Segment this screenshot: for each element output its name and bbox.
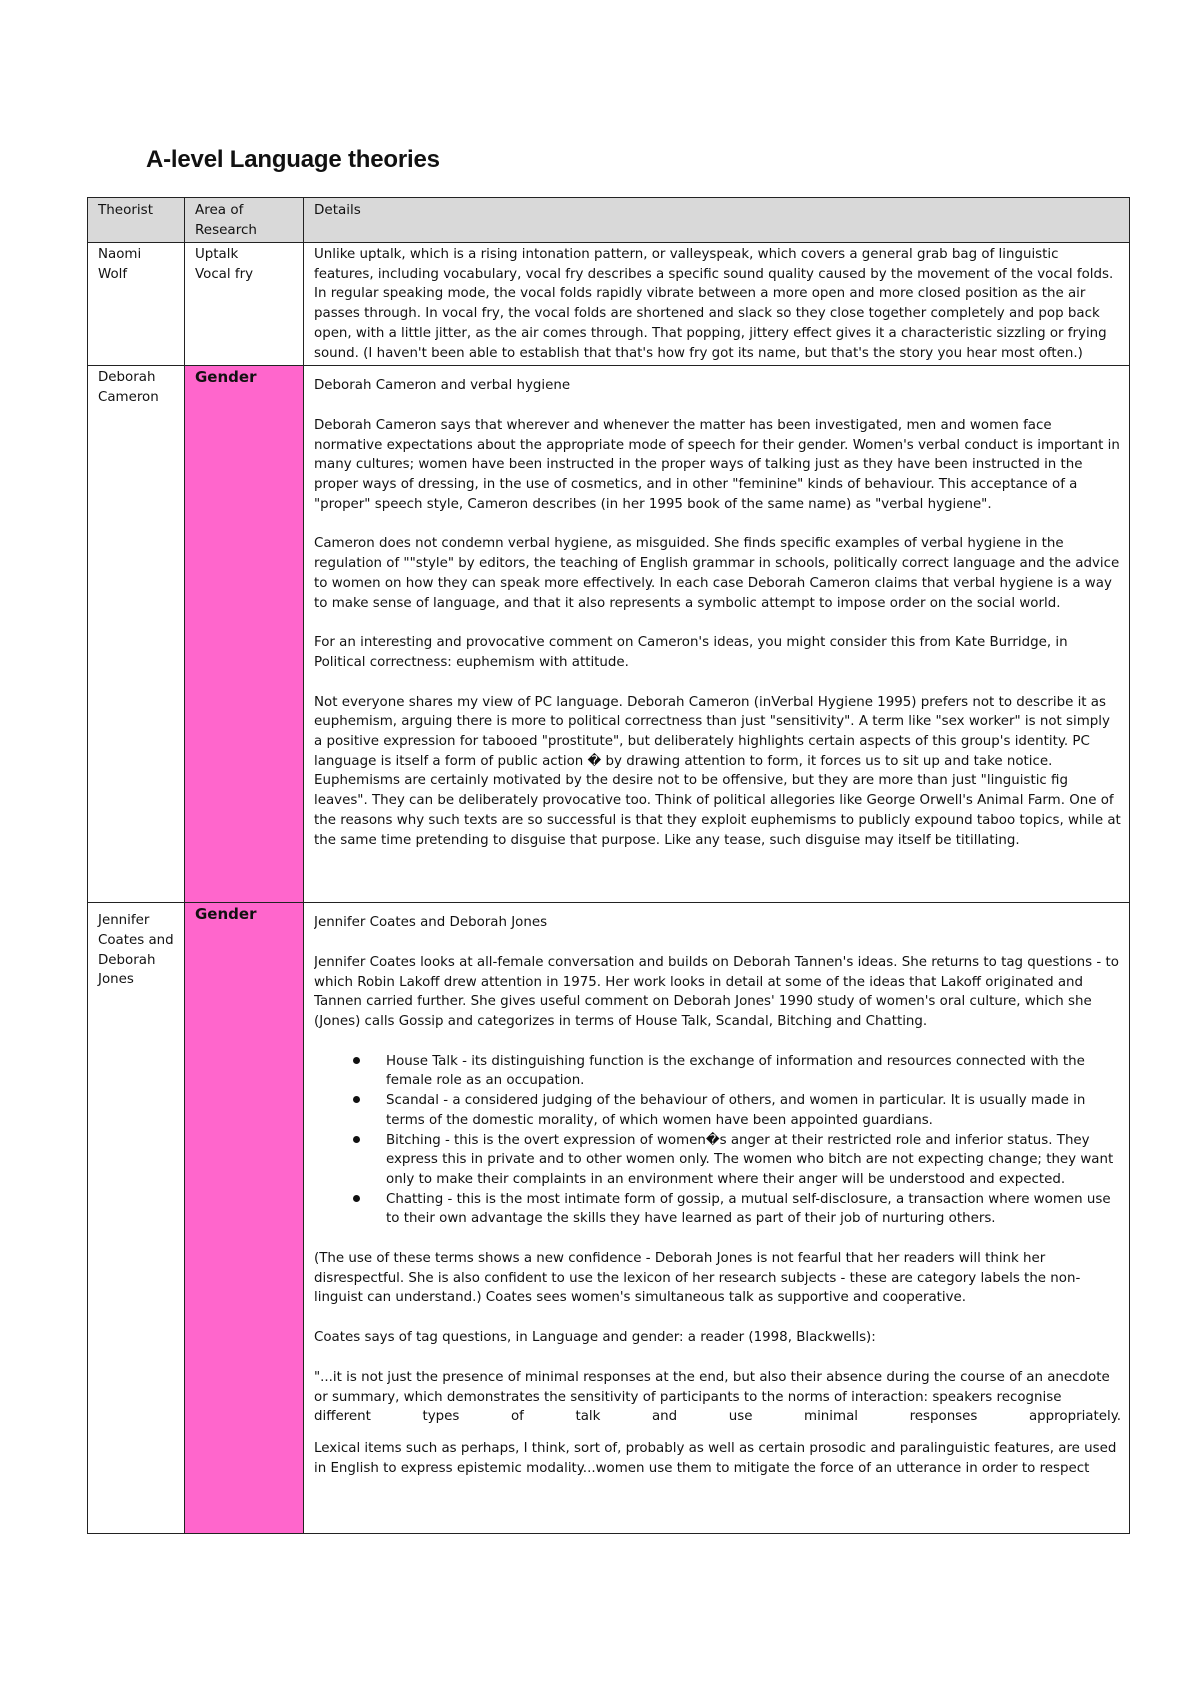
details-cell [304,243,1130,366]
details-cell [304,366,1130,903]
list-item-text: Bitching - this is the overt expression of women�s anger at their restricted role and inferior status. They express this in private and to other women only. The women who bitch are not expecting change; they want only to make their complaints in an environment where their anger will be understood and expected. [386,1132,1114,1187]
details-heading: Jennifer Coates and Deborah Jones [314,915,548,931]
area-label: Gender [195,368,257,387]
list-item-text: Scandal - a considered judging of the behaviour of others, and women in particular. It is usually made in terms of the domestic morality, of which women have been appointed guardians. [386,1093,1086,1128]
bullet-icon [353,1195,360,1202]
details-paragraph: Deborah Cameron says that wherever and whenever the matter has been investigated, men and women face normative expectations about the appropriate mode of speech for their gender. Women's verbal conduct is important in many cultures; women have been instructed in the proper ways of talking just as they have been instructed in the proper ways of dressing, in the use of cosmetics, and in other "feminine" kinds of behaviour. This acceptance of a "proper" speech style, Cameron describes (in her 1995 book of the same name) as "verbal hygiene". [314,417,1120,512]
header-details: Details [304,198,1130,243]
theories-table [87,197,1130,1534]
list-item [386,1190,1121,1229]
table-row [88,903,1130,1534]
details-paragraph: (The use of these terms shows a new confidence - Deborah Jones is not fearful that her readers will think her disrespectful. She is also confident to use the lexicon of her research subjects - these are category labels the non-linguist can understand.) Coates sees women's simultaneous talk as supportive and cooperative. [314,1251,1081,1306]
bullet-icon [353,1057,360,1064]
header-area-of-research: Area of Research [185,198,304,243]
table-header [88,198,1130,243]
header-row [88,198,1130,243]
details-paragraph: For an interesting and provocative comment on Cameron's ideas, you might consider this from Kate Burridge, in Political correctness: euphemism with attitude. [314,635,1068,670]
table-row [88,366,1130,903]
area-cell: Uptalk Vocal fry [185,243,304,366]
area-label: Gender [195,905,257,924]
list-item-text: Chatting - this is the most intimate form of gossip, a mutual self-disclosure, a transaction where women use to their own advantage the skills they have learned as part of their job of nurturing others. [386,1191,1111,1227]
details-content [314,905,1121,1478]
list-item [386,1091,1121,1130]
theorist-cell: Naomi Wolf [88,243,185,366]
table-row [88,243,1130,366]
details-paragraph: Lexical items such as perhaps, I think, sort of, probably as well as certain prosodic and paralinguistic features, are used in English to express epistemic modality...women use them to mitigate the force of an utterance in order to respect [314,1440,1117,1476]
theorist-cell: Deborah Cameron [88,366,185,903]
gossip-categories-list [314,1052,1121,1229]
header-theorist: Theorist [88,198,185,243]
details-paragraph: Cameron does not condemn verbal hygiene, as misguided. She finds specific examples of verbal hygiene in the regulation of ""style" by editors, the teaching of English grammar in schools, politically correct language and the advice to women on how they can speak more effectively. In each case Deborah Cameron claims that verbal hygiene is a way to make sense of language, and that it also represents a symbolic attempt to impose order on the social world. [314,536,1120,611]
details-quote: "...it is not just the presence of minimal responses at the end, but also their absence during the course of an anecdote or summary, which demonstrates the sensitivity of participants to the norms of interaction: speakers recognise different types of talk and use minimal responses appropriately. [314,1369,1121,1425]
details-cell [304,903,1130,1534]
list-item-text: House Talk - its distinguishing function is the exchange of information and resources connected with the female role as an occupation. [386,1053,1085,1089]
details-paragraph: Not everyone shares my view of PC language. Deborah Cameron (inVerbal Hygiene 1995) prefers not to describe it as euphemism, arguing there is more to political correctness than just "sensitivity". A term like "sex worker" is not simply a positive expression for tabooed "prostitute", but deliberately highlights certain aspects of this group's identity. PC language is itself a form of public action � by drawing attention to form, it forces us to sit up and take notice. Euphemisms are certainly motivated by the desire not to be offensive, but they are more than just "linguistic fig leaves". They can be deliberately provocative too. Think of political allegories like George Orwell's Animal Farm. One of the reasons why such texts are so successful is that they exploit euphemisms to publicly expound taboo topics, while at the same time pretending to disguise that purpose. Like any tease, such disguise may itself be titillating. [314,694,1121,848]
details-paragraph: Jennifer Coates looks at all-female conversation and builds on Deborah Tannen's ideas. She returns to tag questions - to which Robin Lakoff drew attention in 1975. Her work looks in detail at some of the ideas that Lakoff originated and Tannen carried further. She gives useful comment on Deborah Jones' 1990 study of women's oral culture, which she (Jones) calls Gossip and categorizes in terms of House Talk, Scandal, Bitching and Chatting. [314,954,1119,1030]
details-paragraph: Coates says of tag questions, in Language and gender: a reader (1998, Blackwells): [314,1330,876,1346]
details-paragraph: Unlike uptalk, which is a rising intonation pattern, or valleyspeak, which covers a general grab bag of linguistic features, including vocabulary, vocal fry describes a specific sound quality caused by the movement of the vocal folds. In regular speaking mode, the vocal folds rapidly vibrate between a more open and more closed position as the air passes through. In vocal fry, the vocal folds are shortened and slack so they close together completely and pop back open, with a little jitter, as the air comes through. That popping, jittery effect gives it a characteristic sizzling or frying sound. (I haven't been able to establish that that's how fry got its name, but that's the story you hear most often.) [314,247,1114,361]
area-cell-gender [185,903,304,1534]
theorist-cell: Jennifer Coates and Deborah Jones [88,903,185,1534]
details-heading: Deborah Cameron and verbal hygiene [314,378,571,394]
bullet-icon [353,1096,360,1103]
page-title: A-level Language theories [146,146,440,173]
list-item [386,1052,1121,1091]
bullet-icon [353,1136,360,1143]
list-item [386,1131,1121,1190]
area-cell-gender [185,366,304,903]
